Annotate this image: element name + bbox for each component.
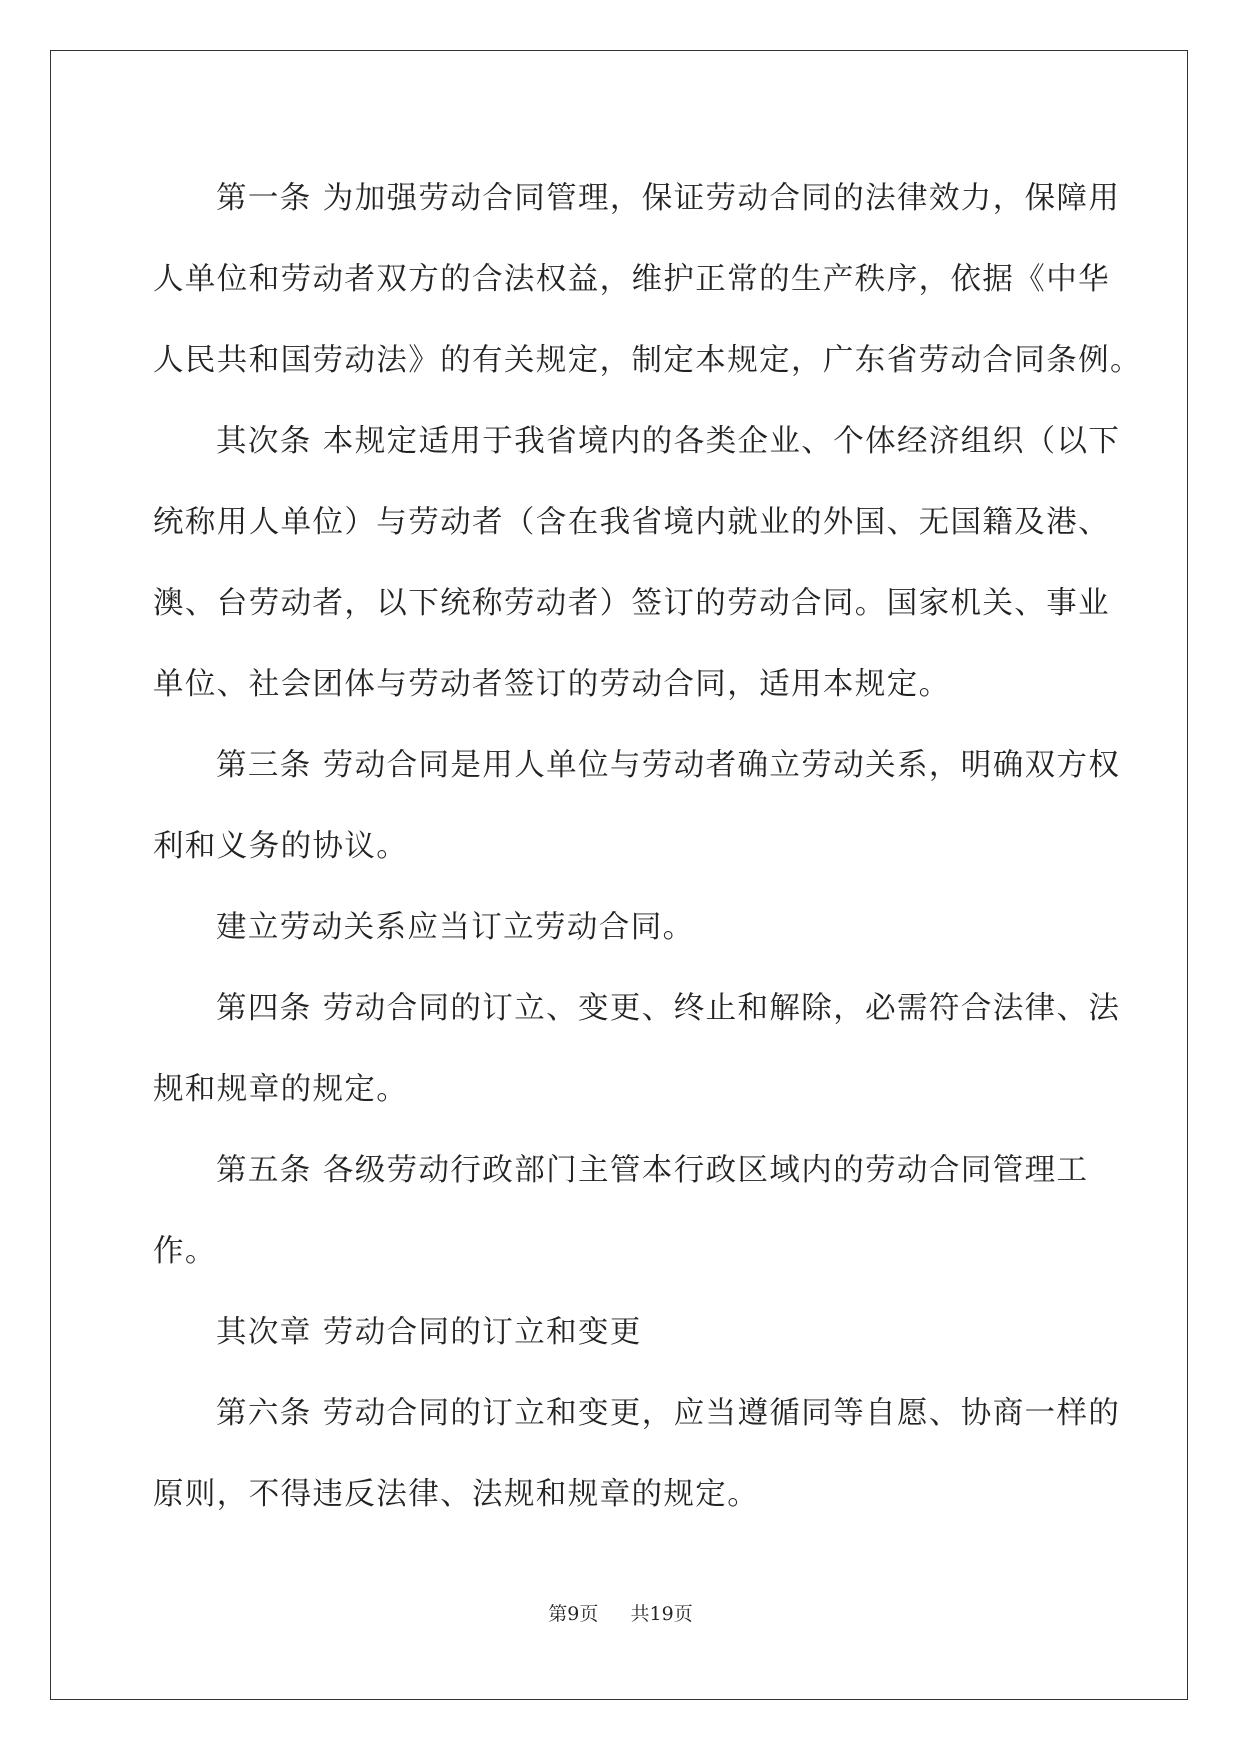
document-text xyxy=(153,158,1142,1535)
total-label: 共 xyxy=(630,1603,650,1625)
text-line: 第三条 劳动合同是用人单位与劳动者确立劳动关系，明确双方权 xyxy=(216,748,1121,783)
text-line: 第六条 劳动合同的订立和变更，应当遵循同等自愿、协商一样的 xyxy=(216,1396,1121,1431)
total-unit: 页 xyxy=(673,1603,693,1625)
text-line: 人民共和国劳动法》的有关规定，制定本规定，广东省劳动合同条例。 xyxy=(153,343,1142,378)
document-body xyxy=(153,158,1142,1535)
text-line: 单位、社会团体与劳动者签订的劳动合同，适用本规定。 xyxy=(153,667,951,702)
page-current: 9 xyxy=(567,1603,580,1625)
text-line: 澳、台劳动者，以下统称劳动者）签订的劳动合同。国家机关、事业 xyxy=(153,586,1110,621)
text-line: 建立劳动关系应当订立劳动合同。 xyxy=(216,910,695,945)
page-unit: 页 xyxy=(579,1603,599,1625)
text-line: 统称用人单位）与劳动者（含在我省境内就业的外国、无国籍及港、 xyxy=(153,505,1110,540)
page-total: 19 xyxy=(649,1603,674,1625)
text-line: 其次条 本规定适用于我省境内的各类企业、个体经济组织（以下 xyxy=(216,424,1121,459)
text-line: 利和义务的协议。 xyxy=(153,829,409,864)
text-line: 规和规章的规定。 xyxy=(153,1072,409,1107)
text-line: 人单位和劳动者双方的合法权益，维护正常的生产秩序，依据《中华 xyxy=(153,262,1110,297)
text-line: 作。 xyxy=(153,1234,217,1269)
chapter-heading: 其次章 劳动合同的订立和变更 xyxy=(216,1315,642,1350)
page-footer xyxy=(0,1599,1241,1626)
text-line: 第四条 劳动合同的订立、变更、终止和解除，必需符合法律、法 xyxy=(216,991,1121,1026)
text-line: 第五条 各级劳动行政部门主管本行政区域内的劳动合同管理工 xyxy=(216,1153,1089,1188)
text-line: 第一条 为加强劳动合同管理，保证劳动合同的法律效力，保障用 xyxy=(216,181,1121,216)
text-line: 原则，不得违反法律、法规和规章的规定。 xyxy=(153,1477,760,1512)
page-label: 第 xyxy=(548,1603,568,1625)
